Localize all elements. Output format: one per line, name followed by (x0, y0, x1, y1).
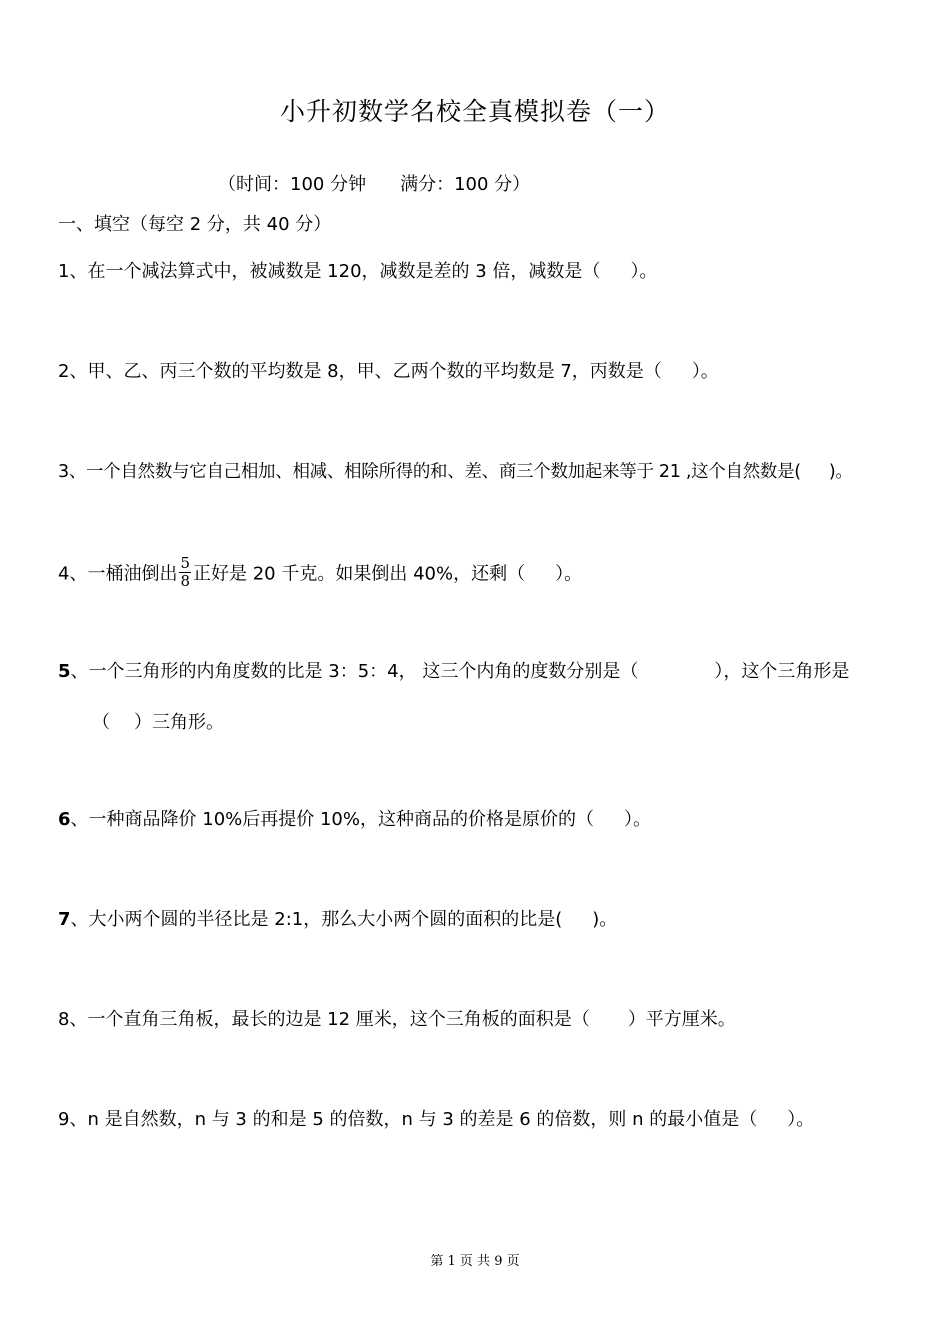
question-end: )。 (828, 462, 853, 482)
question-end: ）。 (691, 361, 719, 382)
question-4 (58, 554, 583, 592)
question-text-cont: ），这个三角形是 (714, 661, 850, 682)
question-number: 4 (58, 563, 70, 585)
question-6 (58, 808, 651, 832)
question-2 (58, 360, 719, 384)
fraction-numerator: 5 (180, 554, 190, 572)
question-text: 、大小两个圆的半径比是 2:1，那么大小两个圆的面积的比是( (70, 909, 563, 930)
question-text-cont: 正好是 20 千克。如果倒出 40%，还剩（ (193, 563, 526, 585)
section-heading: 一、填空（每空 2 分，共 40 分） (58, 214, 332, 235)
question-number: 3 (58, 462, 69, 482)
page-footer: 第 1 页 共 9 页 (430, 1254, 520, 1269)
question-3 (58, 460, 853, 484)
fraction-denominator: 8 (180, 572, 190, 590)
question-text: 、n 是自然数，n 与 3 的和是 5 的倍数，n 与 3 的差是 6 的倍数，则 n 的最小值是（ (69, 1109, 758, 1130)
exam-meta (218, 170, 530, 196)
fraction (179, 555, 191, 590)
question-number: 7 (58, 909, 71, 930)
question-end: ）。 (787, 1109, 815, 1130)
question-7 (58, 908, 617, 932)
question-number: 9 (58, 1109, 70, 1130)
question-number: 8 (58, 1009, 70, 1030)
question-text: 、一桶油倒出 (69, 563, 178, 585)
question-text: 、一个三角形的内角度数的比是 3：5：4， 这三个内角的度数分别是（ (70, 661, 639, 682)
question-text: 、一个直角三角板，最长的边是 12 厘米，这个三角板的面积是（ (69, 1009, 590, 1030)
page-title: 小升初数学名校全真模拟卷（一） (279, 97, 670, 126)
question-5-continuation (92, 708, 224, 734)
question-5 (58, 660, 849, 684)
question-number: 6 (58, 809, 71, 830)
question-end: ）三角形。 (134, 712, 224, 733)
question-end: ）。 (630, 261, 658, 282)
question-number: 1 (58, 261, 70, 282)
question-end: ）平方厘米。 (627, 1009, 736, 1030)
question-1 (58, 260, 657, 284)
question-text: 、一个自然数与它自己相加、相减、相除所得的和、差、商三个数加起来等于 21 ,这个自然数是( (68, 462, 801, 482)
question-number: 5 (58, 661, 71, 682)
question-8 (58, 1008, 736, 1032)
question-open: （ (92, 712, 110, 733)
question-text: 、一种商品降价 10%后再提价 10%，这种商品的价格是原价的（ (70, 809, 594, 830)
question-end: ）。 (624, 809, 651, 830)
exam-time: （时间：100 分钟 (218, 174, 367, 195)
question-number: 2 (58, 361, 70, 382)
question-9 (58, 1108, 814, 1132)
exam-score: 满分：100 分） (400, 174, 531, 195)
question-text: 、在一个减法算式中，被减数是 120，减数是差的 3 倍，减数是（ (69, 261, 601, 282)
question-end: ）。 (555, 563, 583, 585)
question-end: )。 (592, 909, 618, 930)
question-text: 、甲、乙、丙三个数的平均数是 8，甲、乙两个数的平均数是 7，丙数是（ (69, 361, 662, 382)
